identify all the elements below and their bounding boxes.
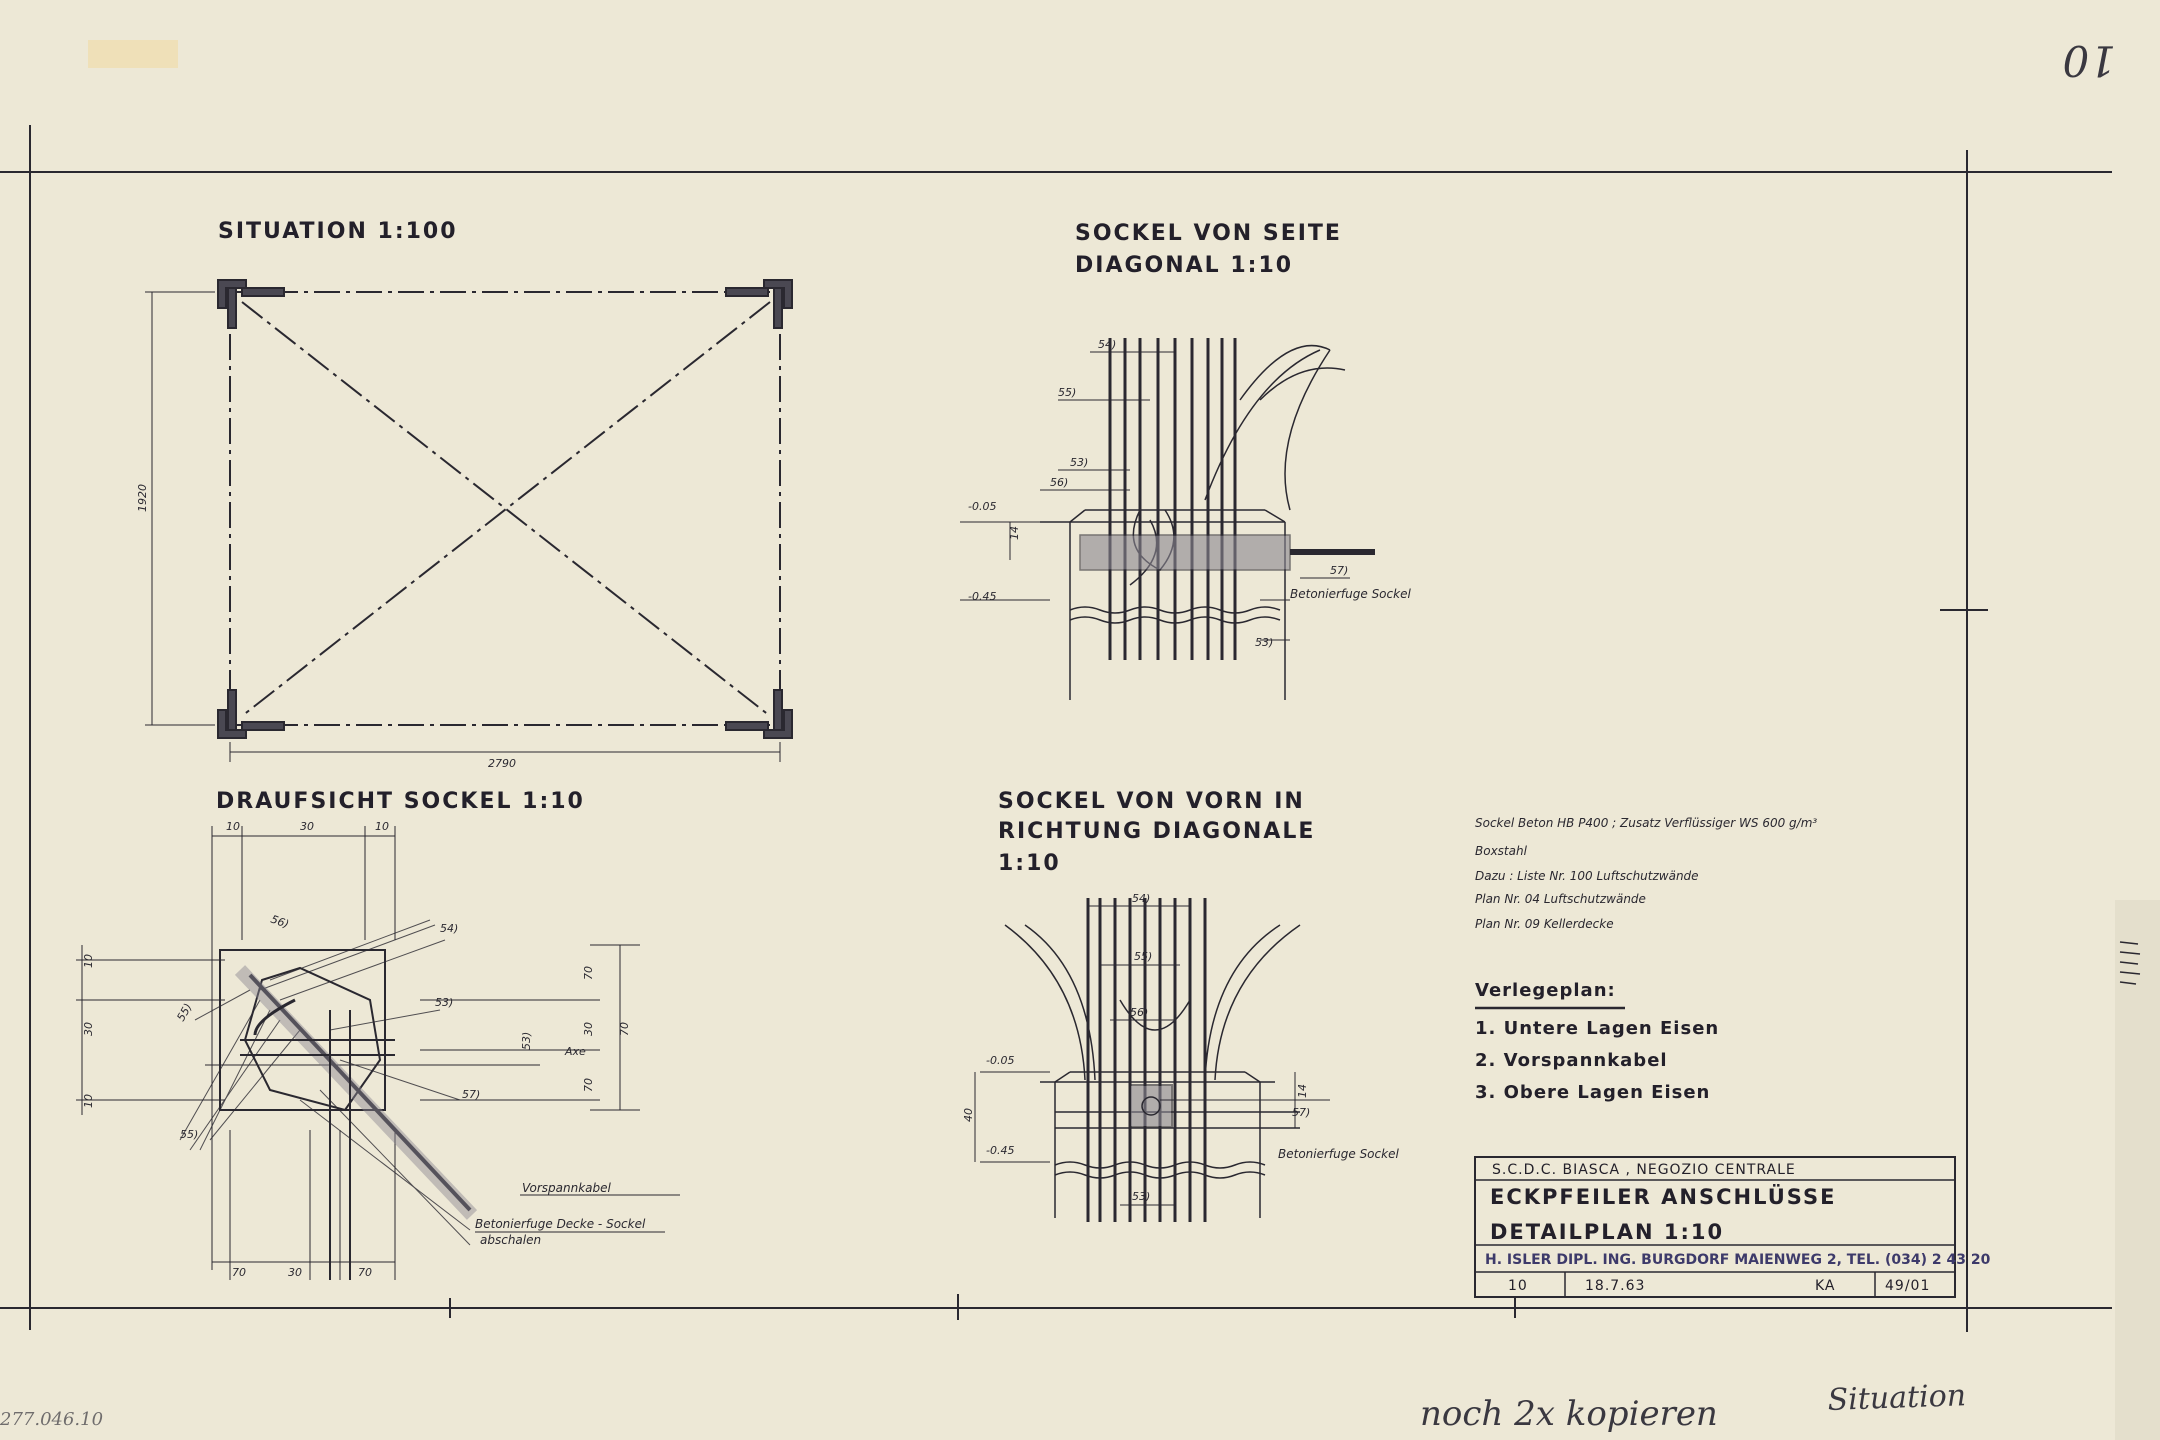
front-title-1: SOCKEL VON VORN IN: [998, 789, 1305, 814]
paper-edge: [2115, 900, 2160, 1440]
side-label-53: 53): [1070, 456, 1089, 469]
front-view: [962, 789, 1399, 1222]
plan-label-54: 54): [440, 922, 459, 935]
plan-axis-label: Axe: [565, 1045, 586, 1058]
verlegeplan-title: Verlegeplan:: [1475, 980, 1616, 1001]
sheet-number: 10: [2062, 36, 2116, 85]
tb-office-stamp: H. ISLER DIPL. ING. BURGDORF MAIENWEG 2, TEL. (034) 2 43 20: [1485, 1252, 1991, 1268]
note-line-3: Dazu : Liste Nr. 100 Luftschutzwände: [1475, 869, 1699, 883]
handwritten-copy-note: noch 2x kopieren: [1420, 1394, 1718, 1434]
front-label-53: 53): [1132, 1190, 1151, 1203]
plan-top-dim-1: 10: [226, 820, 240, 833]
situation-dim-width: 2790: [488, 757, 516, 770]
front-level-bottom: -0.45: [986, 1144, 1015, 1157]
tb-title-1: ECKPFEILER ANSCHLÜSSE: [1490, 1185, 1837, 1209]
plan-label-55b: 55): [180, 1128, 199, 1141]
verlegeplan-item-3: 3. Obere Lagen Eisen: [1475, 1082, 1711, 1103]
plan-label-55: 55): [174, 1001, 195, 1024]
side-title-1: SOCKEL VON SEITE: [1075, 221, 1342, 246]
plan-left-dim-3: 10: [82, 1094, 95, 1108]
front-dim-14: 14: [1296, 1084, 1309, 1098]
note-line-5: Plan Nr. 09 Kellerdecke: [1475, 917, 1614, 931]
plan-title: DRAUFSICHT SOCKEL 1:10: [216, 789, 585, 814]
side-title-2: DIAGONAL 1:10: [1075, 253, 1294, 278]
situation-dim-height: 1920: [136, 484, 149, 512]
side-dim: 14: [1008, 526, 1021, 540]
plan-right-dim-2: 30: [582, 1022, 595, 1036]
plan-left-dim-1: 10: [82, 954, 95, 968]
plan-bottom-dim-2: 30: [288, 1266, 302, 1279]
title-block: [1475, 1157, 1991, 1297]
plan-joint-note-2: abschalen: [480, 1233, 542, 1247]
situation-view: [136, 219, 792, 770]
side-label-56: 56): [1050, 476, 1069, 489]
plan-right-dim-3: 70: [582, 1078, 595, 1092]
tb-plan-no: 10: [1508, 1278, 1528, 1294]
plan-joint-note-1: Betonierfuge Decke - Sockel: [475, 1217, 646, 1231]
notes-block: [1475, 816, 1817, 1103]
side-level-bottom: -0.45: [968, 590, 997, 603]
plan-bottom-dim-3: 70: [358, 1266, 372, 1279]
tb-date: 18.7.63: [1585, 1278, 1646, 1294]
side-level-top: -0.05: [968, 500, 997, 513]
front-level-top: -0.05: [986, 1054, 1015, 1067]
note-line-4: Plan Nr. 04 Luftschutzwände: [1475, 892, 1646, 906]
front-title-3: 1:10: [998, 851, 1061, 876]
front-title-2: RICHTUNG DIAGONALE: [998, 819, 1316, 844]
side-joint-note: Betonierfuge Sockel: [1290, 587, 1411, 601]
verlegeplan-item-2: 2. Vorspannkabel: [1475, 1050, 1668, 1071]
front-label-55: 55): [1134, 950, 1153, 963]
handwritten-situation: Situation: [1827, 1378, 1967, 1418]
tape-stain: [88, 40, 178, 68]
side-label-53b: 53): [1255, 636, 1274, 649]
plan-cable-note: Vorspannkabel: [522, 1181, 611, 1195]
handwritten-archive-number: 277.046.10: [0, 1409, 104, 1430]
note-line-2: Boxstahl: [1475, 844, 1527, 858]
front-label-54: 54): [1132, 892, 1151, 905]
plan-label-56: 56): [268, 912, 291, 932]
plan-bottom-dim-1: 70: [232, 1266, 246, 1279]
side-label-57: 57): [1330, 564, 1349, 577]
plan-right-dim-1: 70: [582, 966, 595, 980]
plan-label-53: 53): [435, 996, 454, 1009]
front-label-57: 57): [1292, 1106, 1311, 1119]
note-line-1: Sockel Beton HB P400 ; Zusatz Verflüssiger WS 600 g/m³: [1475, 816, 1818, 830]
plan-label-53b: 53): [520, 1031, 533, 1050]
side-view: [960, 221, 1411, 700]
tb-drawn-by: KA: [1815, 1278, 1836, 1294]
tb-client: S.C.D.C. BIASCA , NEGOZIO CENTRALE: [1492, 1162, 1796, 1178]
plan-view: [76, 789, 680, 1280]
tb-title-2: DETAILPLAN 1:10: [1490, 1220, 1725, 1244]
plan-top-dim-2: 30: [300, 820, 314, 833]
verlegeplan-item-1: 1. Untere Lagen Eisen: [1475, 1018, 1720, 1039]
sheet-border: [0, 125, 2112, 1332]
situation-title: SITUATION 1:100: [218, 219, 458, 244]
plan-left-dim-2: 30: [82, 1022, 95, 1036]
front-dim-40: 40: [962, 1108, 975, 1122]
plan-top-dim-3: 10: [375, 820, 389, 833]
side-label-54: 54): [1098, 338, 1117, 351]
plan-right-dim-4: 70: [618, 1022, 631, 1036]
tb-ref: 49/01: [1885, 1278, 1931, 1294]
plan-label-57: 57): [462, 1088, 481, 1101]
front-label-56: 56): [1130, 1006, 1149, 1019]
front-joint-note: Betonierfuge Sockel: [1278, 1147, 1399, 1161]
side-label-55: 55): [1058, 386, 1077, 399]
